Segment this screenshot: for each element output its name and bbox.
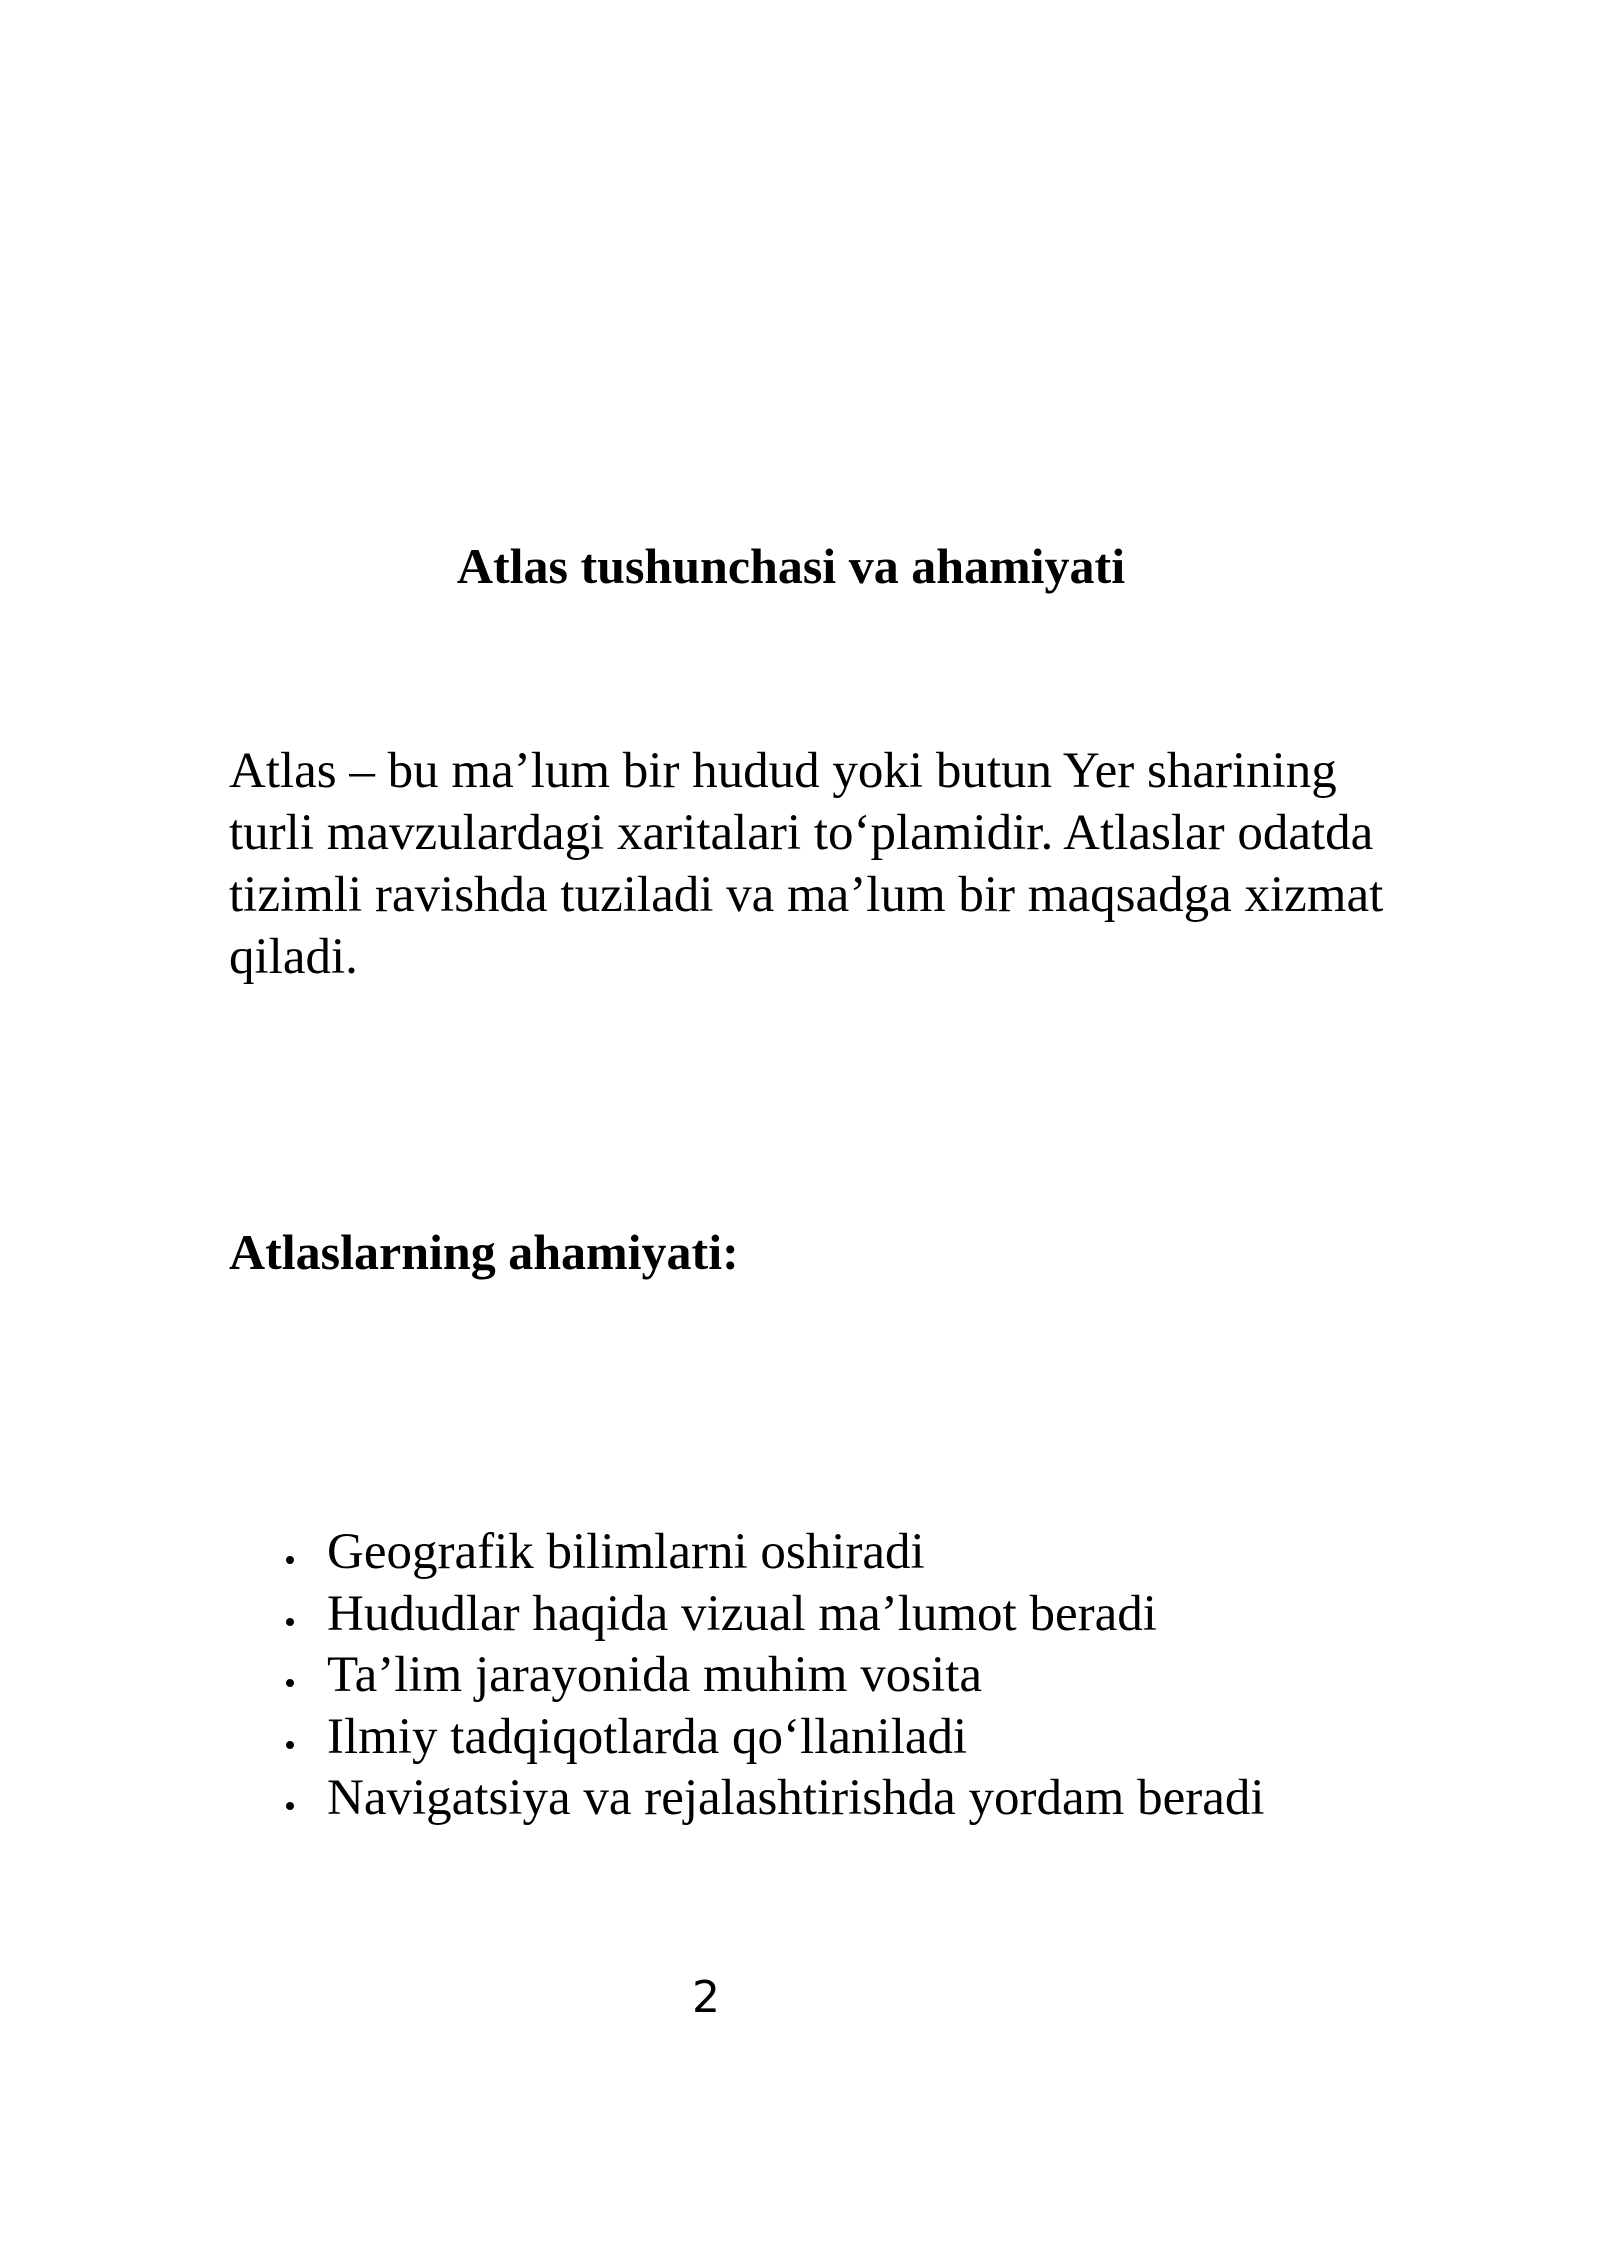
list-item (270, 1584, 1265, 1646)
list-item-text: Navigatsiya va rejalashtirishda yordam beradi (327, 1770, 1265, 1826)
bullet-icon (286, 1679, 294, 1687)
intro-line: tizimli ravishda tuziladi va ma’lum bir maqsadga xizmat (229, 867, 1384, 923)
list-item-text: Geografik bilimlarni oshiradi (327, 1524, 925, 1580)
bullet-icon (286, 1741, 294, 1749)
bullet-icon (286, 1802, 294, 1810)
list-item (270, 1522, 1265, 1584)
list-item (270, 1707, 1265, 1769)
list-item (270, 1768, 1265, 1830)
intro-paragraph (229, 740, 1529, 988)
intro-line: turli mavzulardagi xaritalari to‘plamidir. Atlaslar odatda (229, 805, 1374, 861)
list-item-text: Ta’lim jarayonida muhim vosita (327, 1647, 983, 1703)
bullet-icon (286, 1556, 294, 1564)
page-number: 2 (692, 1972, 720, 2023)
section-heading: Atlaslarning ahamiyati: (229, 1224, 739, 1280)
intro-line: qiladi. (229, 929, 358, 985)
list-item (270, 1645, 1265, 1707)
bullet-list (270, 1522, 1265, 1830)
bullet-icon (286, 1618, 294, 1626)
intro-line: Atlas – bu ma’lum bir hudud yoki butun Yer sharining (229, 743, 1337, 799)
page-title: Atlas tushunchasi va ahamiyati (456, 538, 1126, 594)
list-item-text: Ilmiy tadqiqotlarda qo‘llaniladi (327, 1708, 968, 1765)
list-item-text: Hududlar haqida vizual ma’lumot beradi (327, 1585, 1157, 1642)
